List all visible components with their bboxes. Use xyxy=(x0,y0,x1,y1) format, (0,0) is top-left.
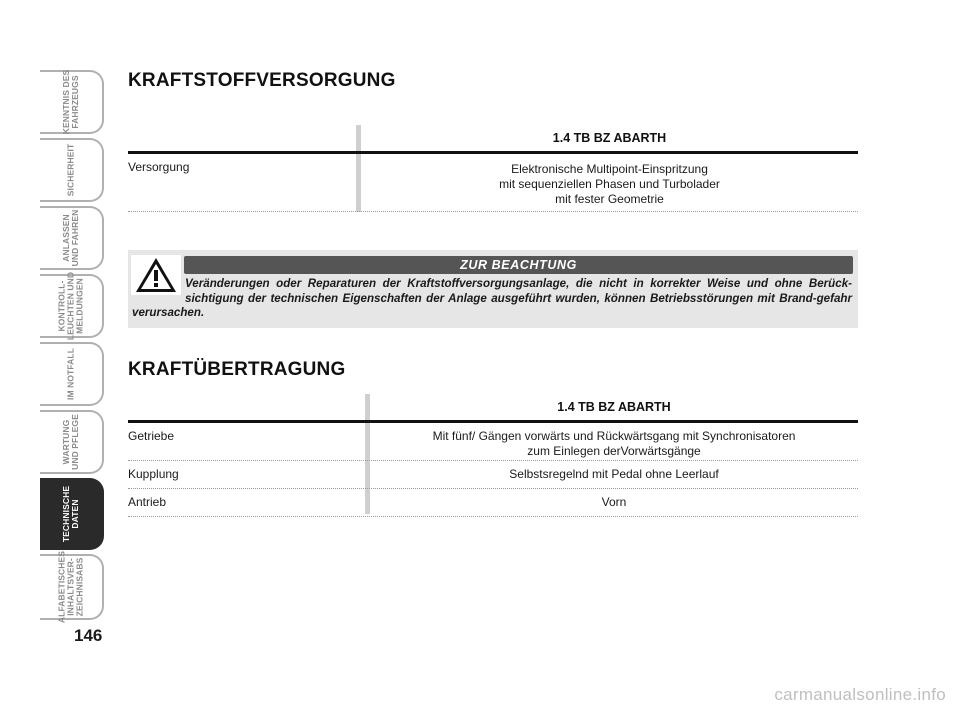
tab-label: ALFABETISCHES INHALTSVER- ZEICHNISABS xyxy=(56,550,85,624)
tab-label: WARTUNG UND PFLEGE xyxy=(61,414,80,470)
table-header xyxy=(128,125,858,154)
tab-wartung-und-pflege[interactable] xyxy=(40,410,104,474)
row-label: Kupplung xyxy=(128,467,179,481)
section-title-transmission: KRAFTÜBERTRAGUNG xyxy=(128,359,346,380)
tab-technische-daten[interactable] xyxy=(40,478,104,550)
tab-kontrollleuchten[interactable] xyxy=(40,271,104,341)
fuel-spec-table xyxy=(128,125,858,212)
row-value: Selbstsregelnd mit Pedal ohne Leerlauf xyxy=(509,467,719,481)
table-row xyxy=(128,423,858,461)
table-row xyxy=(128,154,858,212)
warning-text: Veränderungen oder Reparaturen der Kraftstoffversorgungsanlage, die nicht in korrekter Weise und ohne Berück-sichtigung der technischen Eigenschaften der Anlage ausgeführt wurden, können Betriebsstörungen mit Brand-gefahr verursachen. xyxy=(132,277,852,319)
section-title-fuel: KRAFTSTOFFVERSORGUNG xyxy=(128,70,396,91)
row-label: Versorgung xyxy=(128,160,190,174)
tab-label: TECHNISCHE DATEN xyxy=(61,485,80,543)
row-label: Getriebe xyxy=(128,429,175,443)
watermark: carmanualsonline.info xyxy=(774,685,946,704)
tab-label: SICHERHEIT xyxy=(65,143,76,197)
table-row xyxy=(128,489,858,517)
page-number: 146 xyxy=(74,626,103,645)
row-value: Vorn xyxy=(601,495,627,509)
table-row xyxy=(128,461,858,489)
tab-label: ANLASSEN UND FAHREN xyxy=(61,209,80,267)
transmission-spec-table xyxy=(128,394,858,517)
tab-im-notfall[interactable] xyxy=(40,342,104,406)
model-heading: 1.4 TB BZ ABARTH xyxy=(552,131,667,145)
row-value: Elektronische Multipoint-Einspritzung mit sequenziellen Phasen und Turbolader mit fester Geometrie xyxy=(499,162,720,206)
warning-box xyxy=(128,250,858,328)
tab-alfabetisches-inhaltsverzeichnis[interactable] xyxy=(40,550,104,624)
model-heading: 1.4 TB BZ ABARTH xyxy=(557,400,671,414)
row-value: Mit fünf/ Gängen vorwärts und Rückwärtsgang mit Synchronisatoren zum Einlegen derVorwärtsgänge xyxy=(432,429,796,458)
warning-heading: ZUR BEACHTUNG xyxy=(184,256,853,274)
tab-anlassen-und-fahren[interactable] xyxy=(40,206,104,270)
tab-kenntnis-des-fahrzeugs[interactable] xyxy=(40,70,104,134)
tab-label: IM NOTFALL xyxy=(65,348,76,400)
table-header xyxy=(128,394,858,423)
tab-sicherheit[interactable] xyxy=(40,138,104,202)
tab-label: KENNTNIS DES FAHRZEUGS xyxy=(61,69,80,135)
tab-label: KONTROLL- LEUCHTEN UND MELDUNGEN xyxy=(56,271,85,341)
row-label: Antrieb xyxy=(128,495,167,509)
